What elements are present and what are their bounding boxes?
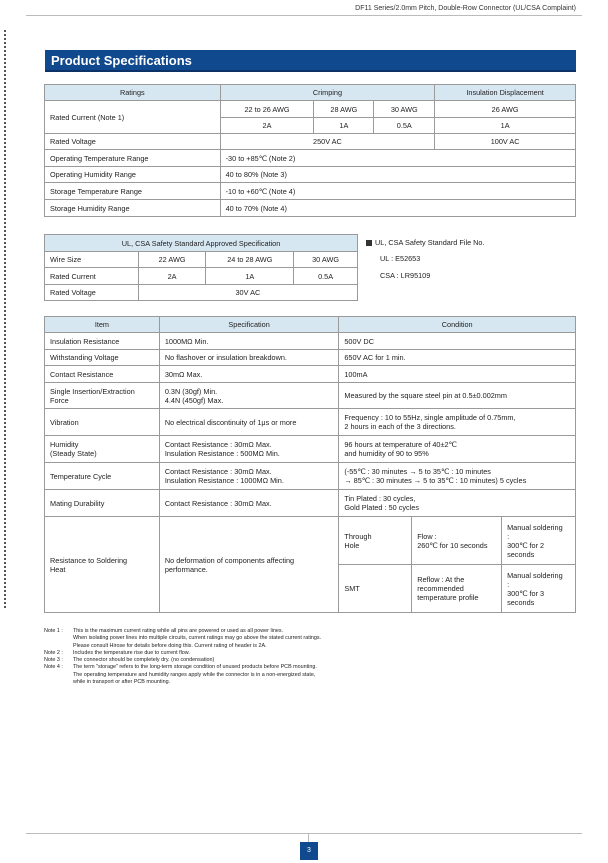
flow-cell	[412, 517, 502, 565]
note-line: while in transport or after PCB mounting.	[73, 679, 171, 686]
ul-file-no: UL : E52653	[380, 254, 421, 263]
row-value: -10 to +60℃ (Note 4)	[220, 183, 575, 200]
wire-size-cell: 22 AWG	[138, 252, 206, 268]
manual-smt-cell	[502, 565, 576, 613]
ul-rated-voltage: 30V AC	[138, 285, 357, 301]
manual-line: seconds	[507, 597, 535, 607]
footer-rule	[26, 833, 582, 834]
file-no-heading-text: UL, CSA Safety Standard File No.	[375, 238, 485, 247]
item-line: Humidity	[50, 440, 79, 449]
item-cell: Temperature Cycle	[45, 463, 160, 490]
current-cell: 1A	[206, 268, 294, 285]
spec-cell: 1000MΩ Min.	[159, 333, 339, 350]
col-insulation-displacement: Insulation Displacement	[435, 85, 576, 101]
manual-line: :	[507, 579, 510, 589]
spec-line: 4.4N (450gf) Max.	[164, 395, 224, 405]
manual-line: seconds	[507, 549, 535, 559]
reflow-cell	[412, 565, 502, 613]
amp-cell: 0.5A	[374, 118, 435, 134]
current-cell: 2A	[138, 268, 206, 285]
item-cell: Insulation Resistance	[45, 333, 160, 350]
manual-line: Manual soldering	[507, 522, 563, 532]
page-number: 3	[300, 842, 318, 860]
cond-line: 96 hours at temperature of 40±2℃	[344, 440, 457, 449]
awg-cell: 22 to 26 AWG	[220, 101, 314, 118]
spec-line: No deformation of components affecting	[164, 555, 295, 565]
note-line: The connector should be completely dry. (no condensation)	[73, 657, 215, 664]
ul-csa-title: UL, CSA Safety Standard Approved Specification	[45, 235, 358, 252]
spec-cell: No electrical discontinuity of 1μs or more	[159, 409, 339, 436]
rated-voltage-label: Rated Voltage	[45, 134, 221, 150]
item-cell: Contact Resistance	[45, 366, 160, 383]
cond-cell: Measured by the square steel pin at 0.5±0.002mm	[339, 383, 576, 409]
cond-cell	[339, 463, 576, 490]
spec-cell	[159, 383, 339, 409]
note-label: Note 1 :	[44, 628, 63, 634]
cond-cell	[339, 436, 576, 463]
amp-cell: 1A	[435, 118, 576, 134]
manual-line: :	[507, 531, 510, 541]
manual-line: 300℃ for 3	[507, 588, 545, 598]
reflow-line: Reflow : At the	[417, 575, 465, 584]
note-line: The operating temperature and humidity ranges apply while the connector is in a non-energized state,	[73, 671, 316, 678]
rated-voltage-idc: 100V AC	[435, 134, 576, 150]
note-line: Includes the temperature rise due to current flow.	[73, 649, 190, 656]
ratings-table	[44, 84, 576, 217]
th-line: Through	[344, 531, 372, 541]
spec-table	[44, 316, 576, 613]
smt-cell: SMT	[339, 565, 412, 613]
file-no-heading	[366, 238, 485, 247]
rated-current-label: Rated Current (Note 1)	[45, 101, 221, 134]
cond-line: 2 hours in each of the 3 directions.	[344, 422, 456, 431]
note-label: Note 3 :	[44, 657, 63, 664]
spec-line: Contact Resistance : 30mΩ Max.	[164, 440, 272, 449]
header-rule	[26, 15, 582, 16]
note	[44, 657, 321, 664]
reflow-line: temperature profile	[417, 593, 479, 602]
note-line: Please consult Hirose for details before doing this. Current rating of header is 2A.	[73, 642, 267, 649]
item-line: (Steady State)	[50, 449, 97, 458]
footer-tick	[308, 833, 309, 842]
item-cell: Mating Durability	[45, 490, 160, 517]
item-cell: Withstanding Voltage	[45, 350, 160, 366]
col-condition: Condition	[339, 317, 576, 333]
item-cell	[45, 517, 160, 613]
row-value: -30 to +85℃ (Note 2)	[220, 150, 575, 167]
ul-rated-voltage-label: Rated Voltage	[45, 285, 139, 301]
flow-line: Flow :	[417, 531, 437, 541]
manual-th-cell	[502, 517, 576, 565]
notes	[44, 628, 321, 686]
item-line: Single Insertion/Extraction	[50, 386, 135, 396]
spec-line: 0.3N (30gf) Min.	[164, 386, 218, 396]
amp-cell: 2A	[220, 118, 314, 134]
cond-line: and humidity of 90 to 95%	[344, 449, 429, 458]
note	[44, 650, 321, 657]
note	[44, 664, 321, 671]
col-crimping: Crimping	[220, 85, 435, 101]
note-label: Note 2 :	[44, 649, 63, 656]
row-value: 40 to 70% (Note 4)	[220, 200, 575, 217]
cond-line: Frequency : 10 to 55Hz, single amplitude of 0.75mm,	[344, 413, 516, 422]
through-hole-cell	[339, 517, 412, 565]
item-cell: Vibration	[45, 409, 160, 436]
wire-size-cell: 30 AWG	[294, 252, 358, 268]
ul-rated-current-label: Rated Current	[45, 268, 139, 285]
item-cell	[45, 436, 160, 463]
page-header: DF11 Series/2.0mm Pitch, Double-Row Connector (UL/CSA Complaint)	[355, 5, 576, 12]
cond-cell: 100mA	[339, 366, 576, 383]
item-cell	[45, 383, 160, 409]
csa-file-no: CSA : LR95109	[380, 271, 431, 280]
spec-line: Insulation Resistance : 1000MΩ Min.	[164, 476, 284, 485]
amp-cell: 1A	[314, 118, 374, 134]
cond-line: Gold Plated : 50 cycles	[344, 503, 419, 512]
row-label: Storage Humidity Range	[45, 200, 221, 217]
note-line: When isolating power lines into multiple circuits, current ratings may go above the stated current ratings.	[73, 635, 322, 642]
binding-dots	[4, 30, 6, 610]
cond-cell: 500V DC	[339, 333, 576, 350]
row-label: Operating Temperature Range	[45, 150, 221, 167]
cond-cell	[339, 490, 576, 517]
spec-cell	[159, 517, 339, 613]
square-bullet-icon	[366, 240, 372, 246]
row-value: 40 to 80% (Note 3)	[220, 167, 575, 183]
reflow-line: recommended	[417, 584, 464, 593]
th-line: Hole	[344, 540, 360, 550]
col-ratings: Ratings	[45, 85, 221, 101]
awg-cell: 28 AWG	[314, 101, 374, 118]
awg-cell: 30 AWG	[374, 101, 435, 118]
spec-line: Insulation Resistance : 500MΩ Min.	[164, 449, 280, 458]
spec-cell	[159, 436, 339, 463]
cond-cell	[339, 409, 576, 436]
wire-size-label: Wire Size	[45, 252, 139, 268]
awg-cell: 26 AWG	[435, 101, 576, 118]
note-label: Note 4 :	[44, 664, 63, 671]
spec-line: performance.	[164, 564, 208, 574]
row-label: Storage Temperature Range	[45, 183, 221, 200]
col-item: Item	[45, 317, 160, 333]
note	[44, 628, 321, 635]
rated-voltage-crimp: 250V AC	[220, 134, 435, 150]
cond-cell: 650V AC for 1 min.	[339, 350, 576, 366]
note-line: This is the maximum current rating while all pins are powered or used as all power lines.	[73, 628, 284, 634]
cond-line: (-55℃ : 30 minutes → 5 to 35℃ : 10 minutes	[344, 467, 491, 476]
section-title: Product Specifications	[45, 50, 576, 72]
flow-line: 260℃ for 10 seconds	[417, 540, 488, 550]
cond-line: → 85℃ : 30 minutes → 5 to 35℃ : 10 minutes) 5 cycles	[344, 476, 527, 485]
spec-cell: 30mΩ Max.	[159, 366, 339, 383]
manual-line: Manual soldering	[507, 570, 563, 580]
item-line: Force	[50, 395, 69, 405]
note-line: The term "storage" refers to the long-term storage condition of unused products before PCB mounting.	[73, 664, 317, 671]
spec-cell	[159, 463, 339, 490]
item-line: Heat	[50, 564, 66, 574]
col-specification: Specification	[159, 317, 339, 333]
spec-cell: No flashover or insulation breakdown.	[159, 350, 339, 366]
cond-line: Tin Plated : 30 cycles,	[344, 494, 416, 503]
item-line: Resistance to Soldering	[50, 555, 128, 565]
current-cell: 0.5A	[294, 268, 358, 285]
spec-line: Contact Resistance : 30mΩ Max.	[164, 467, 272, 476]
ul-csa-table	[44, 234, 358, 301]
manual-line: 300℃ for 2	[507, 540, 545, 550]
row-label: Operating Humidity Range	[45, 167, 221, 183]
spec-cell: Contact Resistance : 30mΩ Max.	[159, 490, 339, 517]
wire-size-cell: 24 to 28 AWG	[206, 252, 294, 268]
